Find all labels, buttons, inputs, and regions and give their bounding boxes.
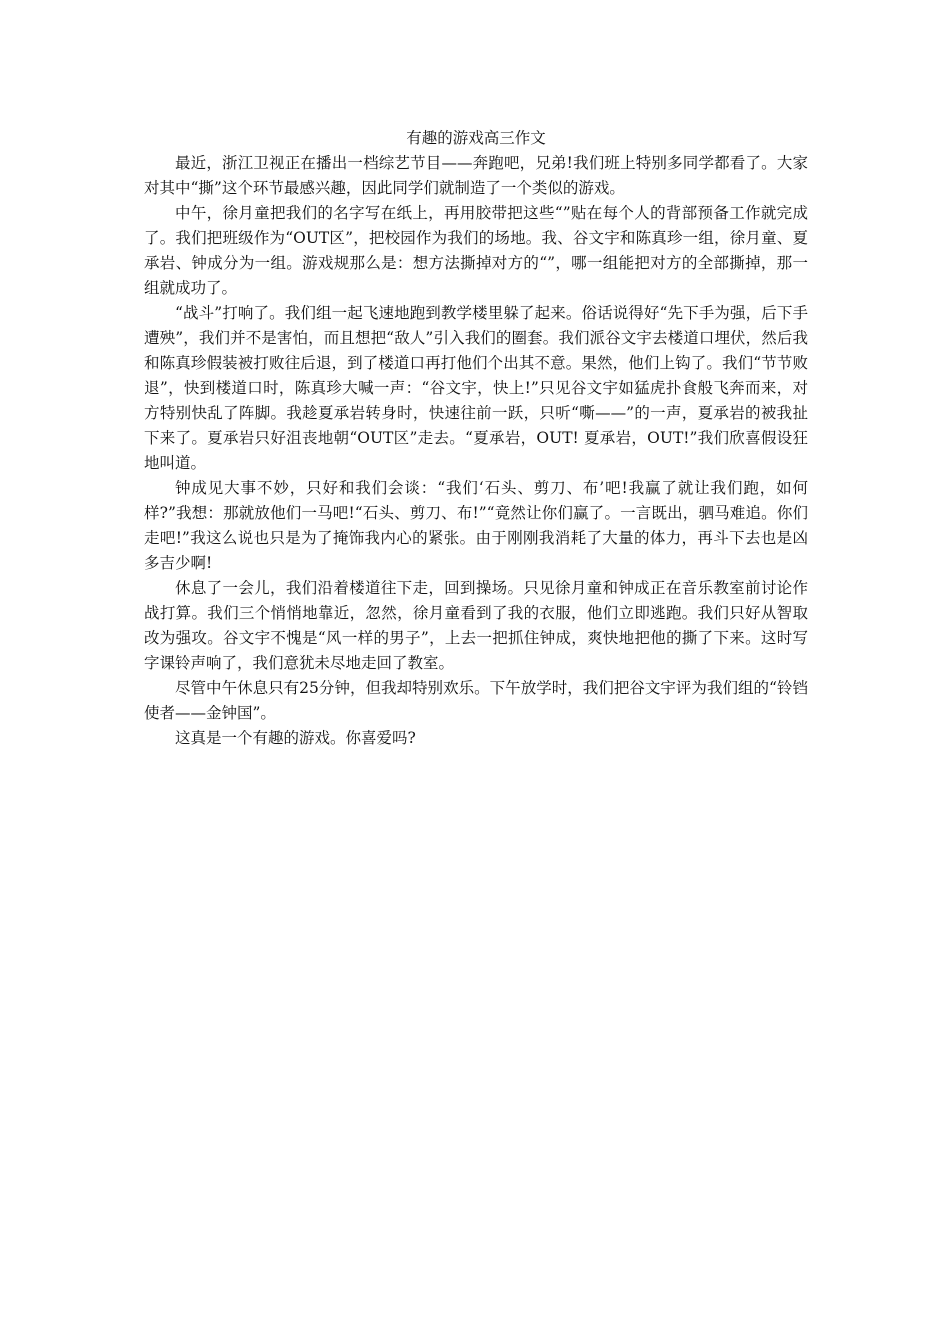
paragraph-6: 尽管中午休息只有25分钟，但我却特别欢乐。下午放学时，我们把谷文宇评为我们组的“铃铛使者——金钟国”。 — [144, 679, 808, 722]
essay-body — [144, 126, 808, 751]
paragraph-3: “战斗”打响了。我们组一起飞速地跑到教学楼里躲了起来。俗话说得好“先下手为强，后下手遭殃”，我们并不是害怕，而且想把“敌人”引入我们的圈套。我们派谷文宇去楼道口埋伏，然后我和陈真珍假装被打败往后退，到了楼道口再打他们个出其不意。果然，他们上钩了。我们“节节败退”，快到楼道口时，陈真珍大喊一声：“谷文宇，快上!”只见谷文宇如猛虎扑食般飞奔而来，对方特别快乱了阵脚。我趁夏承岩转身时，快速往前一跃，只听“嘶——”的一声，夏承岩的被我扯下来了。夏承岩只好沮丧地朝“OUT区”走去。“夏承岩，OUT! 夏承岩，OUT!”我们欣喜假设狂地叫道。 — [144, 304, 808, 472]
essay-title: 有趣的游戏高三作文 — [406, 129, 546, 147]
paragraph-5: 休息了一会儿，我们沿着楼道往下走，回到操场。只见徐月童和钟成正在音乐教室前讨论作战打算。我们三个悄悄地靠近，忽然，徐月童看到了我的衣服，他们立即逃跑。我们只好从智取改为强攻。谷文宇不愧是“风一样的男子”，上去一把抓住钟成，爽快地把他的撕了下来。这时写字课铃声响了，我们意犹未尽地走回了教室。 — [144, 579, 808, 672]
paragraph-7: 这真是一个有趣的游戏。你喜爱吗? — [175, 729, 416, 747]
paragraph-4: 钟成见大事不妙，只好和我们会谈：“我们‘石头、剪刀、布’吧!我赢了就让我们跑，如何样?”我想：那就放他们一马吧!“石头、剪刀、布!”“竟然让你们赢了。一言既出，驷马难追。你们走吧!”我这么说也只是为了掩饰我内心的紧张。由于刚刚我消耗了大量的体力，再斗下去也是凶多吉少啊! — [144, 479, 808, 572]
paragraph-2: 中午，徐月童把我们的名字写在纸上，再用胶带把这些“”贴在每个人的背部预备工作就完成了。我们把班级作为“OUT区”，把校园作为我们的场地。我、谷文宇和陈真珍一组，徐月童、夏承岩、钟成分为一组。游戏规那么是：想方法撕掉对方的“”，哪一组能把对方的全部撕掉，那一组就成功了。 — [144, 204, 808, 297]
paragraph-1: 最近，浙江卫视正在播出一档综艺节目——奔跑吧，兄弟!我们班上特别多同学都看了。大家对其中“撕”这个环节最感兴趣，因此同学们就制造了一个类似的游戏。 — [144, 154, 808, 197]
